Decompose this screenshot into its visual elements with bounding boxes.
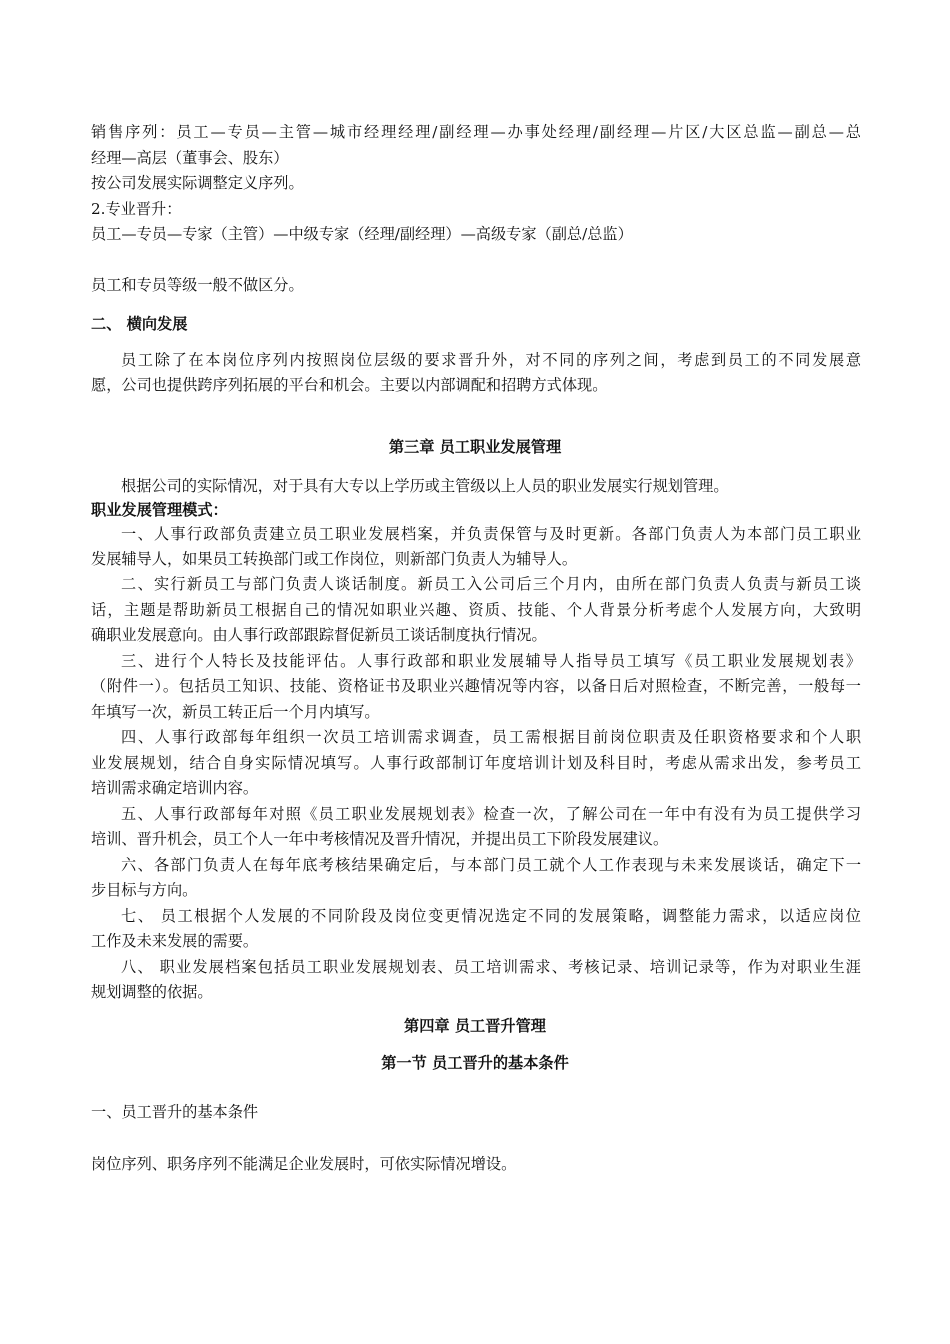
item-4-line-3: 培训需求确定培训内容。	[91, 779, 259, 797]
basic-conditions-heading: 一、员工晋升的基本条件	[91, 1103, 259, 1121]
item-6-line-1: 六、各部门负责人在每年底考核结果确定后，与本部门员工就个人工作表现与未来发展谈话，确定下一	[121, 856, 861, 874]
item-3-line-2: （附件一）。包括员工知识、技能、资格证书及职业兴趣情况等内容，以备日后对照检查，不断完善，一般每一	[91, 677, 861, 695]
professional-sequence: 员工—专员—专家（主管）—中级专家（经理/副经理）—高级专家（副总/总监）	[91, 225, 633, 243]
professional-promotion-heading: 2.专业晋升：	[91, 200, 182, 218]
item-4-line-2: 业发展规划，结合自身实际情况填写。人事行政部制订年度培训计划及科目时，考虑从需求出发，参考员工	[91, 754, 861, 772]
item-2-line-1: 二、实行新员工与部门负责人谈话制度。新员工入公司后三个月内，由所在部门负责人负责与新员工谈	[121, 575, 861, 593]
item-8-line-1: 八、 职业发展档案包括员工职业发展规划表、员工培训需求、考核记录、培训记录等，作为对职业生涯	[121, 958, 861, 976]
item-3-line-3: 年填写一次，新员工转正后一个月内填写。	[91, 703, 380, 721]
item-2-line-2: 话，主题是帮助新员工根据自己的情况如职业兴趣、资质、技能、个人背景分析考虑个人发展方向，大致明	[91, 601, 861, 619]
item-1-line-2: 发展辅导人，如果员工转换部门或工作岗位，则新部门负责人为辅导人。	[91, 550, 577, 568]
item-3-line-1: 三、进行个人特长及技能评估。人事行政部和职业发展辅导人指导员工填写《员工职业发展规划表》	[121, 652, 861, 670]
item-5-line-1: 五、人事行政部每年对照《员工职业发展规划表》检查一次，了解公司在一年中有没有为员工提供学习	[121, 805, 861, 823]
section-1-title: 第一节 员工晋升的基本条件	[381, 1054, 569, 1072]
section-horizontal-development-heading: 二、 横向发展	[91, 315, 188, 333]
sales-sequence-line-2: 经理—高层（董事会、股东）	[91, 149, 289, 167]
no-distinction-note: 员工和专员等级一般不做区分。	[91, 276, 304, 294]
chapter-3-intro: 根据公司的实际情况，对于具有大专以上学历或主管级以上人员的职业发展实行规划管理。	[121, 477, 729, 495]
item-1-line-1: 一、人事行政部负责建立员工职业发展档案，并负责保管与及时更新。各部门负责人为本部门员工职业	[121, 525, 861, 543]
horizontal-development-paragraph-line-1: 员工除了在本岗位序列内按照岗位层级的要求晋升外，对不同的序列之间，考虑到员工的不同发展意	[121, 351, 861, 369]
item-2-line-3: 确职业发展意向。由人事行政部跟踪督促新员工谈话制度执行情况。	[91, 626, 547, 644]
adjust-sequence-note: 按公司发展实际调整定义序列。	[91, 174, 304, 192]
item-8-line-2: 规划调整的依据。	[91, 983, 213, 1001]
item-7-line-1: 七、 员工根据个人发展的不同阶段及岗位变更情况选定不同的发展策略，调整能力需求，以适应岗位	[121, 907, 861, 925]
management-mode-heading: 职业发展管理模式：	[91, 501, 228, 519]
final-paragraph: 岗位序列、职务序列不能满足企业发展时，可依实际情况增设。	[91, 1155, 517, 1173]
item-4-line-1: 四、人事行政部每年组织一次员工培训需求调查，员工需根据目前岗位职责及任职资格要求和个人职	[121, 728, 861, 746]
chapter-4-title: 第四章 员工晋升管理	[404, 1017, 546, 1035]
item-6-line-2: 步目标与方向。	[91, 881, 198, 899]
chapter-3-title: 第三章 员工职业发展管理	[388, 438, 562, 456]
horizontal-development-paragraph-line-2: 愿，公司也提供跨序列拓展的平台和机会。主要以内部调配和招聘方式体现。	[91, 376, 608, 394]
item-7-line-2: 工作及未来发展的需要。	[91, 932, 259, 950]
sales-sequence-line-1: 销售序列：员工—专员—主管—城市经理经理/副经理—办事处经理/副经理—片区/大区总监—副总—总	[91, 123, 861, 141]
item-5-line-2: 培训、晋升机会，员工个人一年中考核情况及晋升情况，并提出员工下阶段发展建议。	[91, 830, 669, 848]
